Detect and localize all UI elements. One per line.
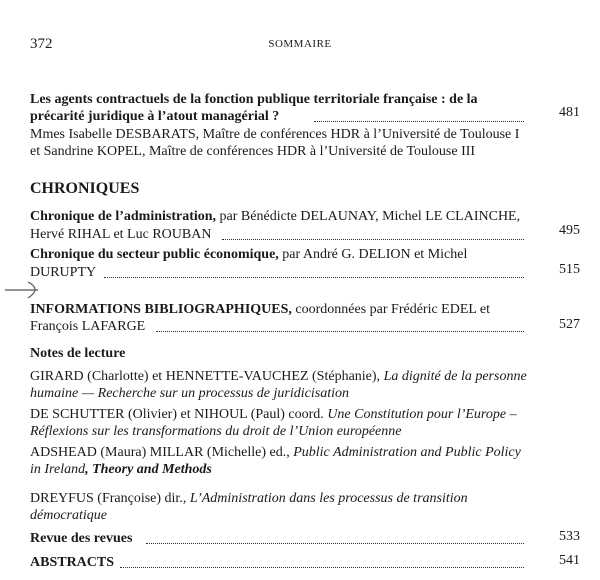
leader-dots bbox=[314, 121, 524, 122]
leader-dots bbox=[104, 277, 524, 278]
chronique-eco-authors: par André G. DELION et Michel bbox=[278, 247, 468, 262]
note-2-line2: Réflexions sur les transformations du droit de l’Union européenne bbox=[30, 424, 402, 439]
chronique-eco-page: 515 bbox=[559, 262, 580, 277]
note-3-title-end: , Theory and Methods bbox=[85, 462, 212, 477]
chroniques-heading: CHRONIQUES bbox=[30, 180, 140, 197]
abstracts-title: ABSTRACTS bbox=[30, 555, 115, 570]
note-3-title-part: in Ireland bbox=[30, 462, 86, 477]
chronique-admin-line2: Hervé RIHAL et Luc ROUBAN bbox=[30, 227, 212, 242]
page-number: 372 bbox=[30, 36, 53, 52]
chronique-admin-line1 bbox=[30, 208, 520, 225]
infos-coordinators: coordonnées par Frédéric EDEL et bbox=[291, 302, 491, 317]
leader-dots bbox=[120, 567, 524, 568]
revue-title: Revue des revues bbox=[30, 531, 133, 546]
handwritten-arrow-icon bbox=[4, 278, 48, 300]
article-authors-line1: Mmes Isabelle DESBARATS, Maître de conférences HDR à l’Université de Toulouse I bbox=[30, 127, 520, 142]
infos-page: 527 bbox=[559, 317, 580, 332]
chronique-admin-page: 495 bbox=[559, 223, 580, 238]
note-3-authors: ADSHEAD (Maura) MILLAR (Michelle) ed., bbox=[30, 445, 294, 460]
page-header-title: SOMMAIRE bbox=[268, 38, 332, 50]
abstracts-page: 541 bbox=[559, 553, 580, 568]
chronique-eco-line1 bbox=[30, 246, 467, 263]
note-3-line1 bbox=[30, 444, 521, 461]
note-2-line1 bbox=[30, 406, 517, 423]
revue-page: 533 bbox=[559, 529, 580, 544]
infos-line2: François LAFARGE bbox=[30, 319, 146, 334]
leader-dots bbox=[156, 331, 524, 332]
chronique-eco-line2: DURUPTY bbox=[30, 265, 97, 280]
note-4-line2: démocratique bbox=[30, 508, 107, 523]
note-4-authors: DREYFUS (Françoise) dir., bbox=[30, 491, 190, 506]
infos-title: INFORMATIONS BIBLIOGRAPHIQUES, bbox=[30, 302, 292, 317]
note-4-title-start: L’Administration dans les processus de transition bbox=[189, 491, 468, 506]
chronique-admin-title: Chronique de l’administration, bbox=[30, 209, 217, 224]
note-1-authors: GIRARD (Charlotte) et HENNETTE-VAUCHEZ (Stéphanie), bbox=[30, 369, 384, 384]
note-2-title-start: Une Constitution pour l’Europe – bbox=[327, 407, 517, 422]
chronique-eco-title: Chronique du secteur public économique, bbox=[30, 247, 279, 262]
note-4-line1 bbox=[30, 490, 468, 507]
chronique-admin-authors: par Bénédicte DELAUNAY, Michel LE CLAINCHE, bbox=[216, 209, 521, 224]
leader-dots bbox=[222, 239, 524, 240]
article-page: 481 bbox=[559, 105, 580, 120]
note-3-line2 bbox=[30, 461, 212, 478]
article-title-line2: précarité juridique à l’atout managérial ? bbox=[30, 109, 280, 124]
leader-dots bbox=[146, 543, 524, 544]
note-1-line2: humaine — Recherche sur un processus de juridicisation bbox=[30, 386, 349, 401]
note-3-title-start: Public Administration and Public Policy bbox=[293, 445, 521, 460]
notes-heading: Notes de lecture bbox=[30, 346, 126, 361]
note-2-authors: DE SCHUTTER (Olivier) et NIHOUL (Paul) coord. bbox=[30, 407, 328, 422]
article-authors-line2: et Sandrine KOPEL, Maître de conférences HDR à l’Université de Toulouse III bbox=[30, 144, 476, 159]
note-1-title-start: La dignité de la personne bbox=[383, 369, 527, 384]
note-1-line1 bbox=[30, 368, 527, 385]
infos-line1 bbox=[30, 301, 490, 318]
article-title-line1: Les agents contractuels de la fonction publique territoriale française : de la bbox=[30, 92, 478, 107]
